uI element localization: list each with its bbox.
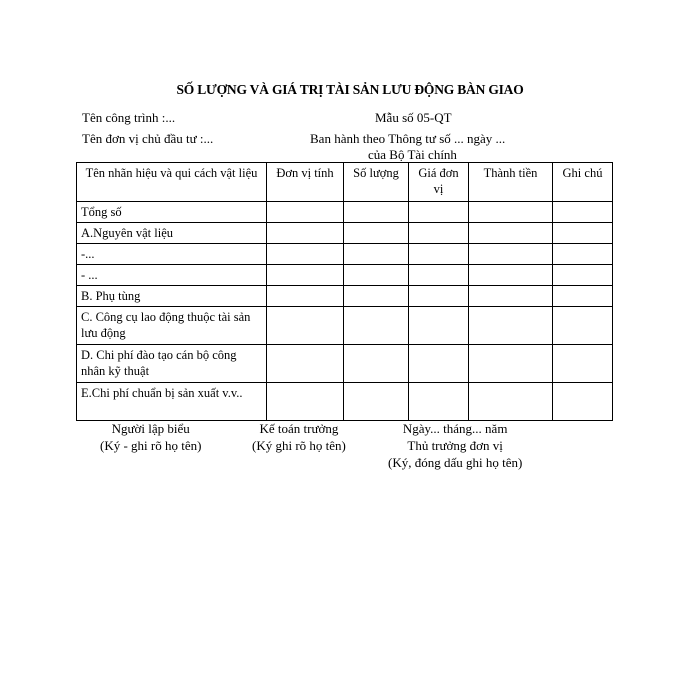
table-cell: [344, 345, 409, 383]
head-title: Thủ trưởng đơn vị: [407, 438, 503, 453]
table-cell: [553, 265, 613, 286]
table-cell: [409, 383, 469, 421]
table-cell: [409, 286, 469, 307]
table-cell: [344, 383, 409, 421]
column-header-unit: Đơn vị tính: [267, 163, 344, 202]
table-cell: [469, 223, 553, 244]
issued-by-line2: của Bộ Tài chính: [368, 147, 457, 162]
table-cell: [409, 345, 469, 383]
table-cell: [553, 286, 613, 307]
accountant-signature-block: [252, 420, 346, 454]
issued-by-line1: Ban hành theo Thông tư số ... ngày ...: [310, 131, 506, 146]
table-cell: [553, 202, 613, 223]
table-cell: [344, 307, 409, 345]
table-cell: [469, 286, 553, 307]
table-row: [77, 244, 613, 265]
row-label: - ...: [77, 265, 267, 286]
table-row: [77, 383, 613, 421]
row-label: Tổng số: [77, 202, 267, 223]
investor-name-field: Tên đơn vị chủ đầu tư :...: [82, 131, 214, 146]
table-row: [77, 202, 613, 223]
table-cell: [344, 202, 409, 223]
row-label: B. Phụ tùng: [77, 286, 267, 307]
table-cell: [553, 307, 613, 345]
document-title: SỐ LƯỢNG VÀ GIÁ TRỊ TÀI SẢN LƯU ĐỘNG BÀN GIAO: [176, 82, 524, 97]
table-row: [77, 265, 613, 286]
table-cell: [469, 202, 553, 223]
table-cell: [344, 223, 409, 244]
head-signature-block: [388, 420, 522, 471]
table-cell: [267, 307, 344, 345]
table-cell: [469, 265, 553, 286]
accountant-title: Kế toán trưởng: [259, 421, 339, 436]
table-cell: [344, 244, 409, 265]
date-line: Ngày... tháng... năm: [402, 421, 508, 436]
table-cell: [409, 202, 469, 223]
table-cell: [553, 223, 613, 244]
table-cell: [409, 244, 469, 265]
preparer-title: Người lập biểu: [111, 421, 190, 436]
row-label: E.Chi phí chuẩn bị sản xuất v.v..: [77, 383, 267, 421]
table-cell: [267, 202, 344, 223]
table-cell: [553, 244, 613, 265]
table-cell: [469, 383, 553, 421]
table-cell: [409, 223, 469, 244]
table-cell: [267, 383, 344, 421]
table-cell: [553, 383, 613, 421]
table-cell: [344, 286, 409, 307]
table-cell: [267, 265, 344, 286]
head-note: (Ký, đóng dấu ghi họ tên): [388, 455, 523, 470]
column-header-amount: Thành tiền: [469, 163, 553, 202]
table-cell: [469, 307, 553, 345]
table-cell: [267, 244, 344, 265]
form-code: Mẫu số 05-QT: [375, 110, 452, 125]
asset-table: [76, 162, 613, 421]
accountant-note: (Ký ghi rõ họ tên): [252, 438, 346, 453]
table-cell: [267, 345, 344, 383]
table-cell: [344, 265, 409, 286]
table-cell: [267, 286, 344, 307]
table-row: [77, 223, 613, 244]
row-label: A.Nguyên vật liệu: [77, 223, 267, 244]
row-label: C. Công cụ lao động thuộc tài sản lưu động: [77, 307, 267, 345]
table-row: [77, 307, 613, 345]
table-cell: [409, 265, 469, 286]
preparer-signature-block: [100, 420, 201, 454]
table-cell: [469, 244, 553, 265]
column-header-notes: Ghi chú: [553, 163, 613, 202]
table-row: [77, 286, 613, 307]
preparer-note: (Ký - ghi rõ họ tên): [100, 438, 202, 453]
column-header-quantity: Số lượng: [344, 163, 409, 202]
column-header-unit-price: Giá đơn vị: [409, 163, 469, 202]
table-cell: [553, 345, 613, 383]
table-row: [77, 345, 613, 383]
table-cell: [409, 307, 469, 345]
table-header-row: [77, 163, 613, 202]
row-label: D. Chi phí đào tạo cán bộ công nhân kỹ thuật: [77, 345, 267, 383]
column-header-material: Tên nhãn hiệu và qui cách vật liệu: [77, 163, 267, 202]
project-name-field: Tên công trình :...: [82, 110, 176, 125]
row-label: -...: [77, 244, 267, 265]
table-cell: [469, 345, 553, 383]
table-cell: [267, 223, 344, 244]
